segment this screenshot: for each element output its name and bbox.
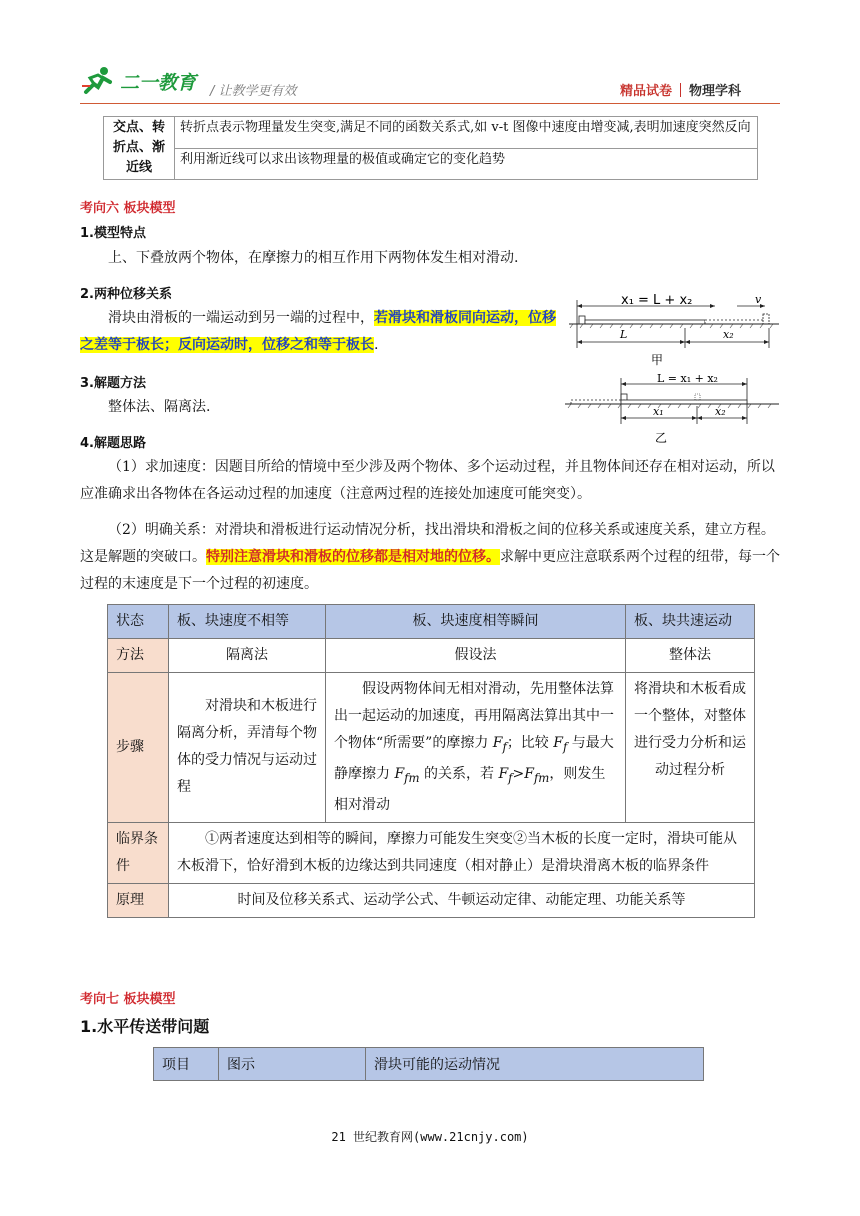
figure-b-x2-label: x₂ — [715, 405, 726, 418]
symbol-sub-f: f — [508, 770, 513, 785]
table-header-unequal: 板、块速度不相等 — [169, 605, 326, 639]
section6-p2-end: . — [374, 337, 379, 353]
symbol-F: F — [492, 735, 503, 751]
section6-p2-highlight2: 位移之差等于板长；反向运动时，位移之和等于板长 — [80, 310, 556, 353]
table-row — [154, 1048, 704, 1081]
symbol-sub-fm: fm — [404, 770, 420, 785]
table-row — [108, 605, 755, 639]
table-header-state: 状态 — [108, 605, 169, 639]
footer: 21 世纪教育网(www.21cnjy.com) — [331, 1130, 529, 1144]
table-method-isolation: 隔离法 — [169, 639, 326, 673]
figure-a-top-label: x₁ = L + x₂ — [621, 294, 693, 308]
figure-b-top-label: L = x₁ + x₂ — [657, 372, 718, 385]
header-divider — [680, 83, 681, 97]
board-block-figure — [565, 294, 785, 446]
figure-a-name: 甲 — [651, 353, 664, 367]
logo-text: 二一教育 — [120, 71, 197, 94]
section6-p4-2a: （2）明确关系：对滑块和滑板进行运动情况分析，找出滑块和滑板之间的位移关系或速度关系，建立方程。这是解题的突破口。 — [80, 522, 775, 565]
table-row — [108, 639, 755, 673]
table-row — [108, 673, 755, 823]
symbol-sub-f: f — [502, 739, 507, 754]
steps-text-c: 与最大静摩擦力 — [334, 735, 614, 782]
section6-p2-highlight1: 若滑块和滑板同向运动， — [374, 310, 528, 326]
section6-p4-2 — [80, 517, 782, 598]
symbol-sub-fm: fm — [533, 770, 550, 785]
table-steps-whole: 将滑块和木板看成一个整体，对整体进行受力分析和运动过程分析 — [626, 673, 755, 823]
table-steps-assumption — [326, 673, 626, 823]
section6-p4-2b: 求解中更应注意联系两个过程的纽带，每一个过程的末速度是下一个过程的初速度。 — [80, 549, 780, 592]
steps-text-a: 假设两物体间无相对滑动，先用整体法算出一起运动的加速度，再用隔离法算出其中一个物体“所需要”的摩擦力 — [334, 681, 614, 751]
section6-h3: 3.解题方法 — [80, 376, 146, 391]
table-row — [108, 822, 755, 883]
figure-b-x1-label: x₁ — [653, 405, 664, 418]
header-right — [620, 80, 741, 99]
top-table — [103, 116, 758, 180]
section6-p2 — [80, 305, 560, 359]
conveyor-header-figure: 图示 — [219, 1048, 366, 1081]
section6-p2-a: 滑块由滑板的一端运动到另一端的过程中， — [108, 310, 374, 326]
main-table — [107, 604, 755, 918]
symbol-F: F — [394, 765, 405, 782]
header-subject: 物理学科 — [689, 84, 742, 99]
header-rule — [80, 103, 780, 104]
top-table-row1: 转折点表示物理量发生突变,满足不同的函数关系式,如 v-t 图像中速度由增变减,表明加速度突然反向 — [175, 117, 758, 149]
slogan: / 让教学更有效 — [210, 84, 297, 99]
conveyor-header-motion: 滑块可能的运动情况 — [366, 1048, 704, 1081]
symbol-gt: > — [512, 765, 525, 782]
section6-p4-1: （1）求加速度：因题目所给的情境中至少涉及两个物体、多个运动过程，并且物体间还存在相对运动，所以应准确求出各物体在各运动过程的加速度（注意两过程的连接处加速度可能突变）。 — [80, 459, 775, 502]
steps-text-d: 的关系，若 — [419, 765, 499, 782]
table-label-critical: 临界条件 — [108, 822, 169, 883]
symbol-F: F — [524, 765, 534, 782]
section6-p3: 整体法、隔离法. — [108, 399, 211, 415]
figure-b — [565, 372, 779, 445]
top-table-row2: 利用渐近线可以求出该物理量的极值或确定它的变化趋势 — [175, 148, 758, 180]
table-header-equal-instant: 板、块速度相等瞬间 — [326, 605, 626, 639]
table-label-steps: 步骤 — [108, 673, 169, 823]
section6-h1: 1.模型特点 — [80, 226, 146, 241]
figure-a-L-label: L — [620, 328, 628, 341]
steps-text-e: ，则发生相对滑动 — [334, 765, 606, 813]
steps-text-b: ；比较 — [506, 735, 554, 751]
table-steps-isolation: 对滑块和木板进行隔离分析，弄清每个物体的受力情况与运动过程 — [169, 673, 326, 823]
conveyor-table — [153, 1047, 704, 1081]
table-row — [108, 883, 755, 917]
section6-h4: 4.解题思路 — [80, 436, 146, 451]
header-category: 精品试卷 — [620, 84, 673, 99]
table-method-whole: 整体法 — [626, 639, 755, 673]
table-label-principle: 原理 — [108, 883, 169, 917]
symbol-F: F — [498, 765, 509, 782]
logo — [80, 66, 196, 96]
figure-a-x2-label: x₂ — [723, 328, 734, 341]
table-principle: 时间及位移关系式、运动学公式、牛顿运动定律、动能定理、功能关系等 — [169, 883, 755, 917]
figure-a-v-label: v — [755, 294, 762, 306]
section7-title: 考向七 板块模型 — [80, 992, 176, 1007]
symbol-F: F — [553, 735, 563, 751]
section7-h1: 1.水平传送带问题 — [80, 1017, 210, 1036]
table-label-method: 方法 — [108, 639, 169, 673]
figure-a — [569, 294, 779, 367]
section6-p1: 上、下叠放两个物体，在摩擦力的相互作用下两物体发生相对滑动. — [108, 250, 519, 266]
section6-title: 考向六 板块模型 — [80, 201, 176, 216]
runner-logo-icon — [80, 66, 116, 96]
figure-b-name: 乙 — [655, 431, 668, 445]
table-header-common-speed: 板、块共速运动 — [626, 605, 755, 639]
conveyor-header-item: 项目 — [154, 1048, 219, 1081]
table-method-assumption: 假设法 — [326, 639, 626, 673]
top-table-label: 交点、转折点、渐近线 — [104, 117, 175, 180]
section6-p4-2-highlight: 特别注意滑块和滑板的位移都是相对地的位移。 — [206, 549, 500, 565]
symbol-sub-f: f — [562, 739, 568, 754]
section6-h2: 2.两种位移关系 — [80, 287, 172, 302]
table-critical-condition: ①两者速度达到相等的瞬间，摩擦力可能发生突变②当木板的长度一定时，滑块可能从木板滑下，恰好滑到木板的边缘达到共同速度（相对静止）是滑块滑离木板的临界条件 — [169, 822, 755, 883]
